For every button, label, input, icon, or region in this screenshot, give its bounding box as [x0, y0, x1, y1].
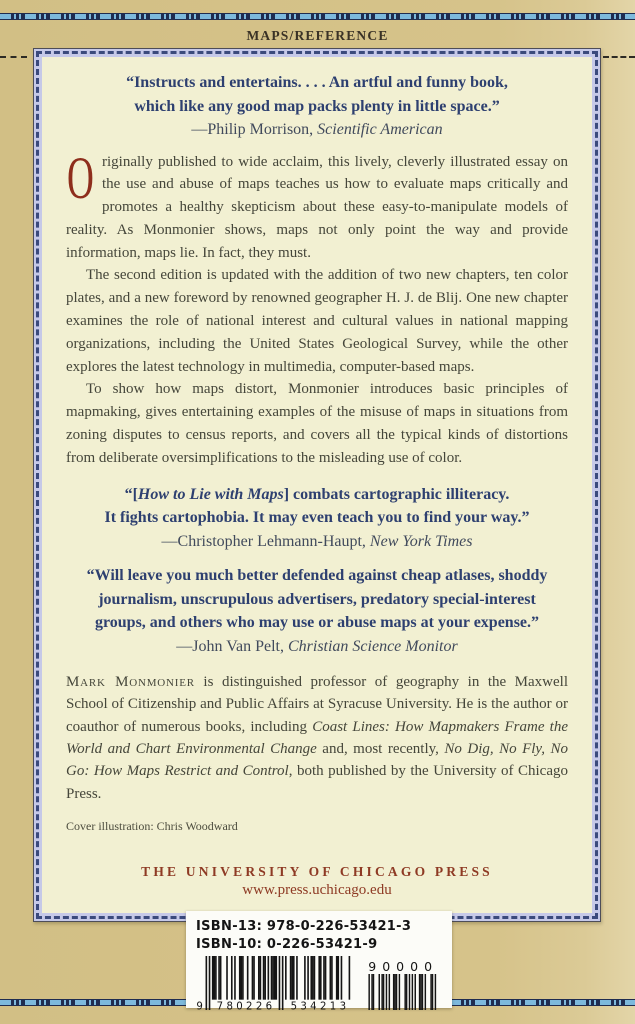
cover-illustration-credit: Cover illustration: Chris Woodward [66, 818, 238, 833]
publisher-block [66, 864, 568, 903]
attribution-name: —John Van Pelt, [176, 637, 288, 655]
book-title-italic: How to Lie with Maps [137, 485, 284, 503]
isbn10-label: ISBN-10: 0-226-53421-9 [196, 936, 378, 952]
decorative-dashed-border-top [0, 13, 635, 20]
paragraph-3: To show how maps distort, Monmonier introduces basic principles of mapmaking, gives entertaining examples of the misuse of maps in situations from zoning disputes to census reports, and covers all the typical kinds of distortions from deliberate oversimplifications to the misleading use of color. [66, 381, 568, 466]
blurb-panel-dashed-border [36, 51, 598, 919]
quote-attribution [66, 635, 568, 659]
description-text [66, 144, 568, 470]
price-supplement-barcode [364, 960, 442, 1010]
supplement-digits: 90000 [368, 959, 439, 974]
blurb-panel [33, 48, 601, 922]
isbn-barcode-sticker [186, 911, 452, 1008]
paragraph-1-text: riginally published to wide acclaim, this lively, cleverly illustrated essay on the use and abuse of maps teaches us how to evaluate maps critically and promotes a healthy skepticism about these easy-to-manipulate models of reality. As Monmonier shows, maps not only point the way and provide information, maps lie. In fact, they must. [66, 153, 568, 261]
svg-text:780226: 780226 [216, 1001, 276, 1010]
svg-text:534213: 534213 [290, 1001, 350, 1010]
corner-tick-right [603, 56, 635, 58]
ean13-barcode [196, 956, 361, 1010]
review-quote-christian-science-monitor [66, 564, 568, 658]
svg-text:9: 9 [196, 1001, 203, 1010]
blurb-panel-content [42, 57, 592, 913]
publisher-name: THE UNIVERSITY OF CHICAGO PRESS [141, 864, 493, 879]
paragraph-2: The second edition is updated with the addition of two new chapters, ten color plates, and a new foreword by renowned geographer H. J. de Blij. One new chapter examines the role of national interest and cultural values in national mapping organizations, including the United States Geological Survey, while the other explores the latest technology in multimedia, computer-based maps. [66, 267, 568, 375]
review-quote-new-york-times [66, 483, 568, 554]
quote-attribution [66, 530, 568, 554]
paragraph-1 [66, 144, 568, 265]
quote-line: journalism, unscrupulous advertisers, predatory special-interest [98, 590, 536, 608]
publisher-website: www.press.uchicago.edu [242, 882, 392, 898]
quote-text: ] combats cartographic illiteracy. [283, 485, 510, 503]
quote-text: “[ [124, 485, 138, 503]
review-quote-scientific-american [66, 71, 568, 142]
attribution-name: —Christopher Lehmann-Haupt, [161, 532, 370, 550]
supplement-bars [367, 974, 439, 1010]
quote-line [66, 483, 568, 507]
attribution-source: Christian Science Monitor [287, 637, 458, 655]
quote-line: It fights cartophobia. It may even teach you to find your way.” [104, 509, 530, 527]
author-bio: Mark Monmonier is distinguished professor of geography in the Maxwell School of Citizenship and Public Affairs at Syracuse University. He is the author or coauthor of numerous books, including Coast Lines: How Mapmakers Frame the World and Chart Environmental Change and, most recently, No Dig, No Fly, No Go: How Maps Restrict and Control, both published by the University of Chicago Press. [66, 674, 569, 802]
quote-line: which like any good map packs plenty in little space.” [134, 97, 500, 115]
attribution-source: New York Times [369, 532, 473, 550]
barcode-row [196, 956, 442, 1010]
isbn13-label: ISBN-13: 978-0-226-53421-3 [196, 919, 412, 934]
category-label: MAPS/REFERENCE [246, 28, 389, 43]
quote-line: “Instructs and entertains. . . . An artful and funny book, [126, 74, 508, 91]
attribution-source: Scientific American [317, 121, 443, 138]
attribution-name: —Philip Morrison, [191, 121, 318, 138]
quote-line: “Will leave you much better defended against cheap atlases, shoddy [86, 567, 548, 585]
quote-line: groups, and others who may use or abuse maps at your expense.” [94, 614, 540, 632]
quote-attribution [66, 118, 568, 142]
dropcap-letter: O [67, 144, 94, 211]
corner-tick-left [0, 56, 27, 58]
